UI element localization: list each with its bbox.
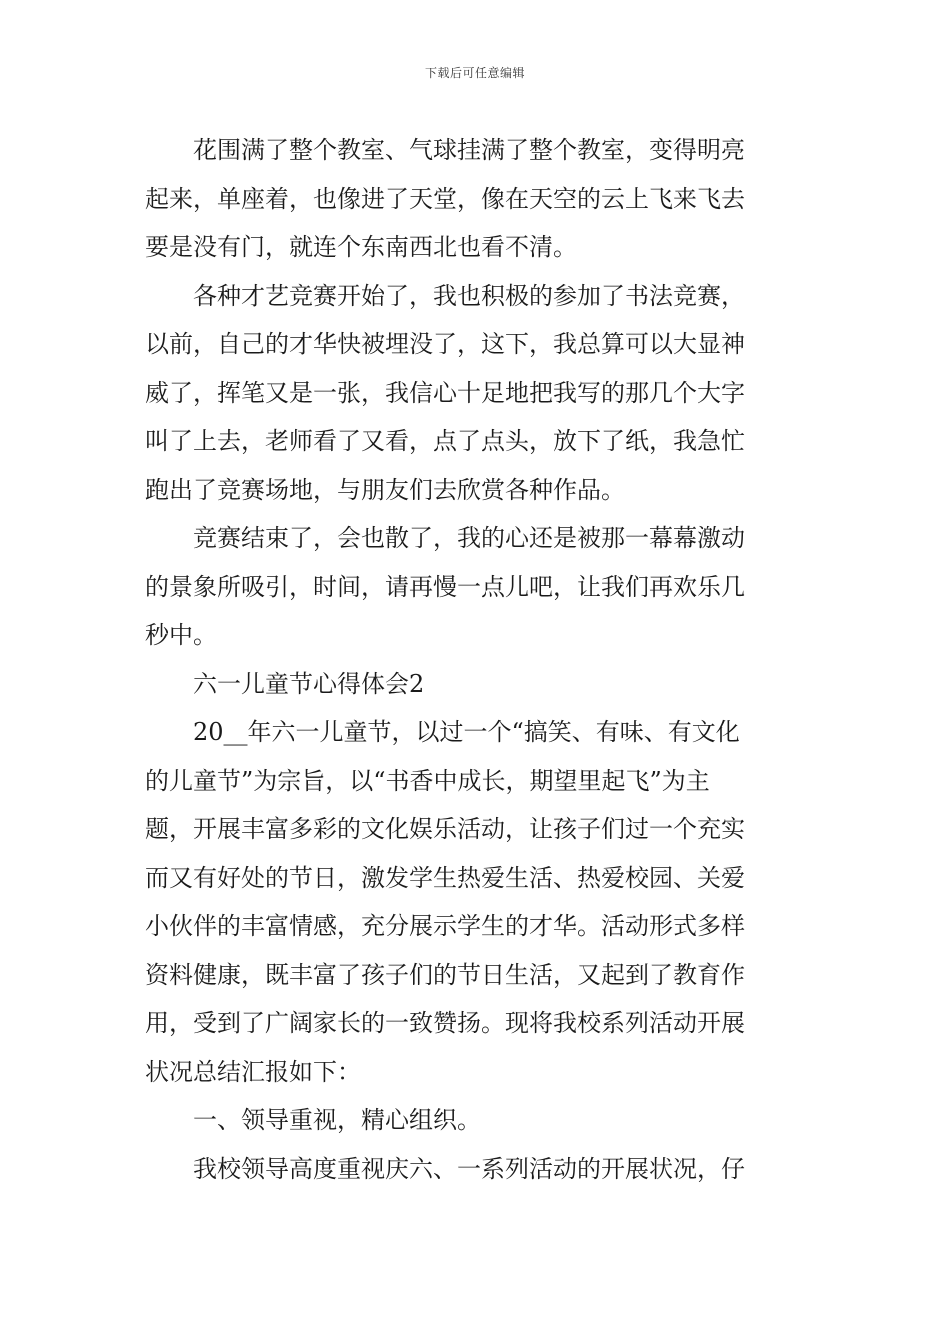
text-line: 资料健康，既丰富了孩子们的节日生活，又起到了教育作 <box>145 960 745 989</box>
page-header: 下载后可任意编辑 <box>424 66 525 80</box>
text-line: 而又有好处的节日，激发学生热爱生活、热爱校园、关爱 <box>145 863 745 892</box>
text-line: 20__年六一儿童节，以过一个“搞笑、有味、有文化 <box>193 718 740 746</box>
text-line: 秒中。 <box>145 621 217 649</box>
text-line: 的儿童节”为宗旨，以“书香中成长，期望里起飞”为主 <box>145 766 710 795</box>
text-line: 起来，单座着，也像进了天堂，像在天空的云上飞来飞去 <box>145 184 745 213</box>
text-line: 威了，挥笔又是一张，我信心十足地把我写的那几个大字 <box>145 378 745 407</box>
text-line: 叫了上去，老师看了又看，点了点头，放下了纸，我急忙 <box>145 427 745 455</box>
text-line: 一、领导重视，精心组织。 <box>193 1106 481 1134</box>
text-line: 的景象所吸引，时间，请再慢一点儿吧，让我们再欢乐几 <box>145 572 745 601</box>
text-line: 要是没有门，就连个东南西北也看不清。 <box>145 233 577 261</box>
text-line: 状况总结汇报如下： <box>145 1057 361 1086</box>
text-line: 题，开展丰富多彩的文化娱乐活动，让孩子们过一个充实 <box>145 815 745 843</box>
text-line: 各种才艺竞赛开始了，我也积极的参加了书法竞赛， <box>193 281 745 310</box>
text-line: 竞赛结束了，会也散了，我的心还是被那一幕幕激动 <box>193 524 745 552</box>
text-line: 小伙伴的丰富情感，充分展示学生的才华。活动形式多样 <box>145 912 745 940</box>
text-line: 以前，自己的才华快被埋没了，这下，我总算可以大显神 <box>145 330 745 358</box>
document-body <box>145 126 809 1193</box>
text-line: 花围满了整个教室、气球挂满了整个教室，变得明亮 <box>193 136 745 164</box>
text-line: 跑出了竞赛场地，与朋友们去欣赏各种作品。 <box>145 475 625 504</box>
text-line: 用，受到了广阔家长的一致赞扬。现将我校系列活动开展 <box>145 1009 745 1037</box>
text-line: 我校领导高度重视庆六、一系列活动的开展状况，仔 <box>193 1154 745 1183</box>
text-line: 六一儿童节心得体会2 <box>193 669 425 698</box>
